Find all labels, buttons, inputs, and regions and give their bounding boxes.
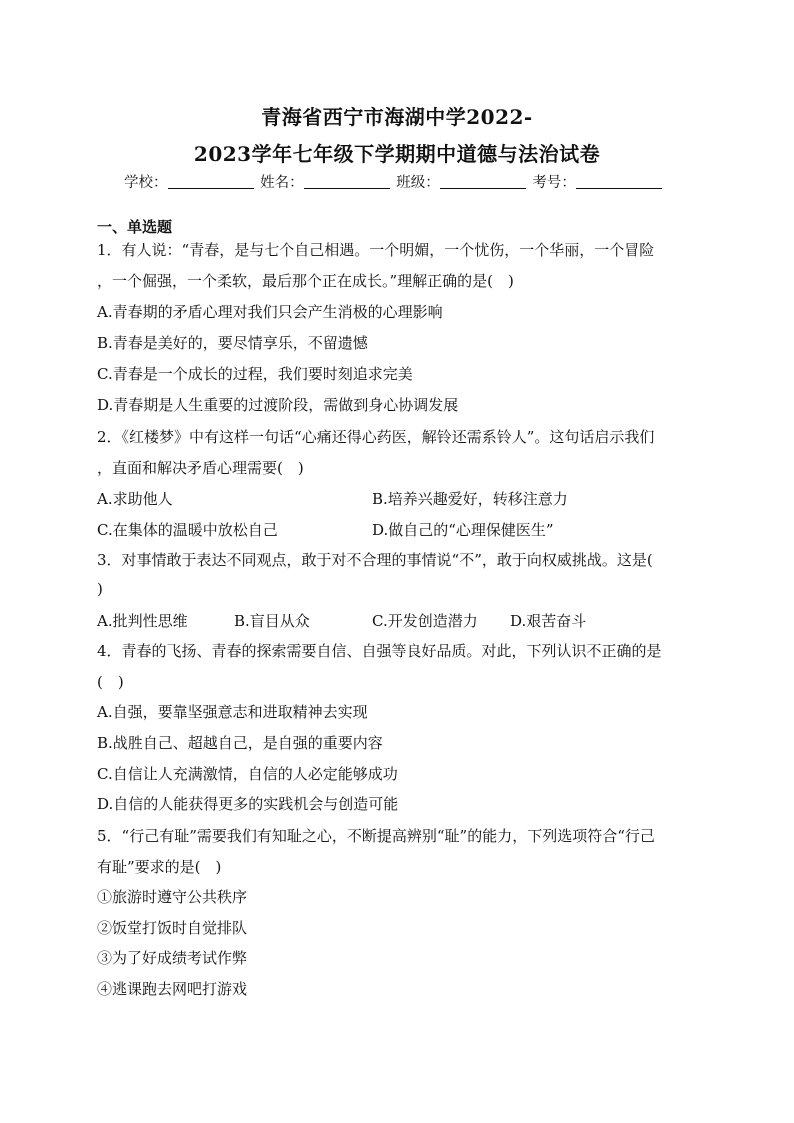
q2-stem-line1: 2．《红楼梦》中有这样一句话“心痛还得心药医，解铃还需系铃人”。这句话启示我们: [97, 428, 655, 446]
q5-statement-4: ④逃课跑去网吧打游戏: [97, 980, 248, 998]
class-label: 班级：: [396, 175, 440, 191]
q3-option-c[interactable]: C.开发创造潜力: [372, 612, 478, 630]
q5-stem-line2: 有耻”要求的是( ): [97, 858, 222, 876]
q5-statement-1: ①旅游时遵守公共秩序: [97, 888, 248, 906]
q2-options-row1: [97, 488, 707, 509]
q2-option-b[interactable]: B.培养兴趣爱好，转移注意力: [372, 490, 568, 508]
q3-option-d[interactable]: D.艰苦奋斗: [510, 612, 587, 630]
q4-option-c[interactable]: C.自信让人充满激情，自信的人必定能够成功: [97, 765, 398, 783]
q2-options-row2: [97, 519, 707, 540]
q4-option-a[interactable]: A.自强，要靠坚强意志和进取精神去实现: [97, 703, 368, 721]
q2-option-c[interactable]: C.在集体的温暖中放松自己: [97, 521, 278, 539]
student-info-row: [124, 171, 684, 192]
section-heading: 一、单选题: [97, 218, 173, 236]
exam-no-label: 考号：: [532, 175, 576, 191]
q3-option-b[interactable]: B.盲目从众: [234, 612, 310, 630]
q1-stem-line1: 1．有人说：“青春，是与七个自己相遇。一个明媚，一个忧伤，一个华丽，一个冒险: [97, 241, 655, 259]
q5-stem-line1: 5．“行己有耻”需要我们有知耻之心，不断提高辨别“耻”的能力，下列选项符合“行己: [97, 827, 655, 845]
q4-stem-line2: ( ): [97, 673, 124, 691]
q1-option-a[interactable]: A.青春期的矛盾心理对我们只会产生消极的心理影响: [97, 303, 443, 321]
name-label: 姓名：: [260, 175, 304, 191]
q1-option-c[interactable]: C.青春是一个成长的过程，我们要时刻追求完美: [97, 365, 413, 383]
q4-stem-line1: 4．青春的飞扬、青春的探索需要自信、自强等良好品质。对此，下列认识不正确的是: [97, 642, 662, 660]
q5-statement-2: ②饭堂打饭时自觉排队: [97, 919, 248, 937]
school-blank[interactable]: [168, 174, 254, 189]
q4-option-d[interactable]: D.自信的人能获得更多的实践机会与创造可能: [97, 795, 399, 813]
q3-stem-line2: ): [97, 580, 103, 598]
q1-option-b[interactable]: B.青春是美好的，要尽情享乐，不留遗憾: [97, 334, 368, 352]
name-blank[interactable]: [304, 174, 390, 189]
q1-stem-line2: ，一个倔强，一个柔软，最后那个正在成长。”理解正确的是( ): [97, 272, 514, 290]
exam-title-line2: 2023学年七年级下学期期中道德与法治试卷: [193, 142, 601, 166]
q3-stem-line1: 3．对事情敢于表达不同观点，敢于对不合理的事情说“不”，敢于向权威挑战。这是(: [97, 551, 653, 569]
q4-option-b[interactable]: B.战胜自己、超越自己，是自强的重要内容: [97, 734, 383, 752]
exam-title-line1: 青海省西宁市海湖中学2022-: [261, 105, 533, 129]
q5-statement-3: ③为了好成绩考试作弊: [97, 949, 248, 967]
q1-option-d[interactable]: D.青春期是人生重要的过渡阶段，需做到身心协调发展: [97, 396, 459, 414]
q2-option-d[interactable]: D.做自己的“心理保健医生”: [372, 521, 554, 539]
q2-stem-line2: ，直面和解决矛盾心理需要( ): [97, 459, 304, 477]
q3-option-a[interactable]: A.批判性思维: [97, 612, 188, 630]
q2-option-a[interactable]: A.求助他人: [97, 490, 173, 508]
school-label: 学校：: [124, 175, 168, 191]
exam-no-blank[interactable]: [576, 174, 662, 189]
class-blank[interactable]: [440, 174, 526, 189]
